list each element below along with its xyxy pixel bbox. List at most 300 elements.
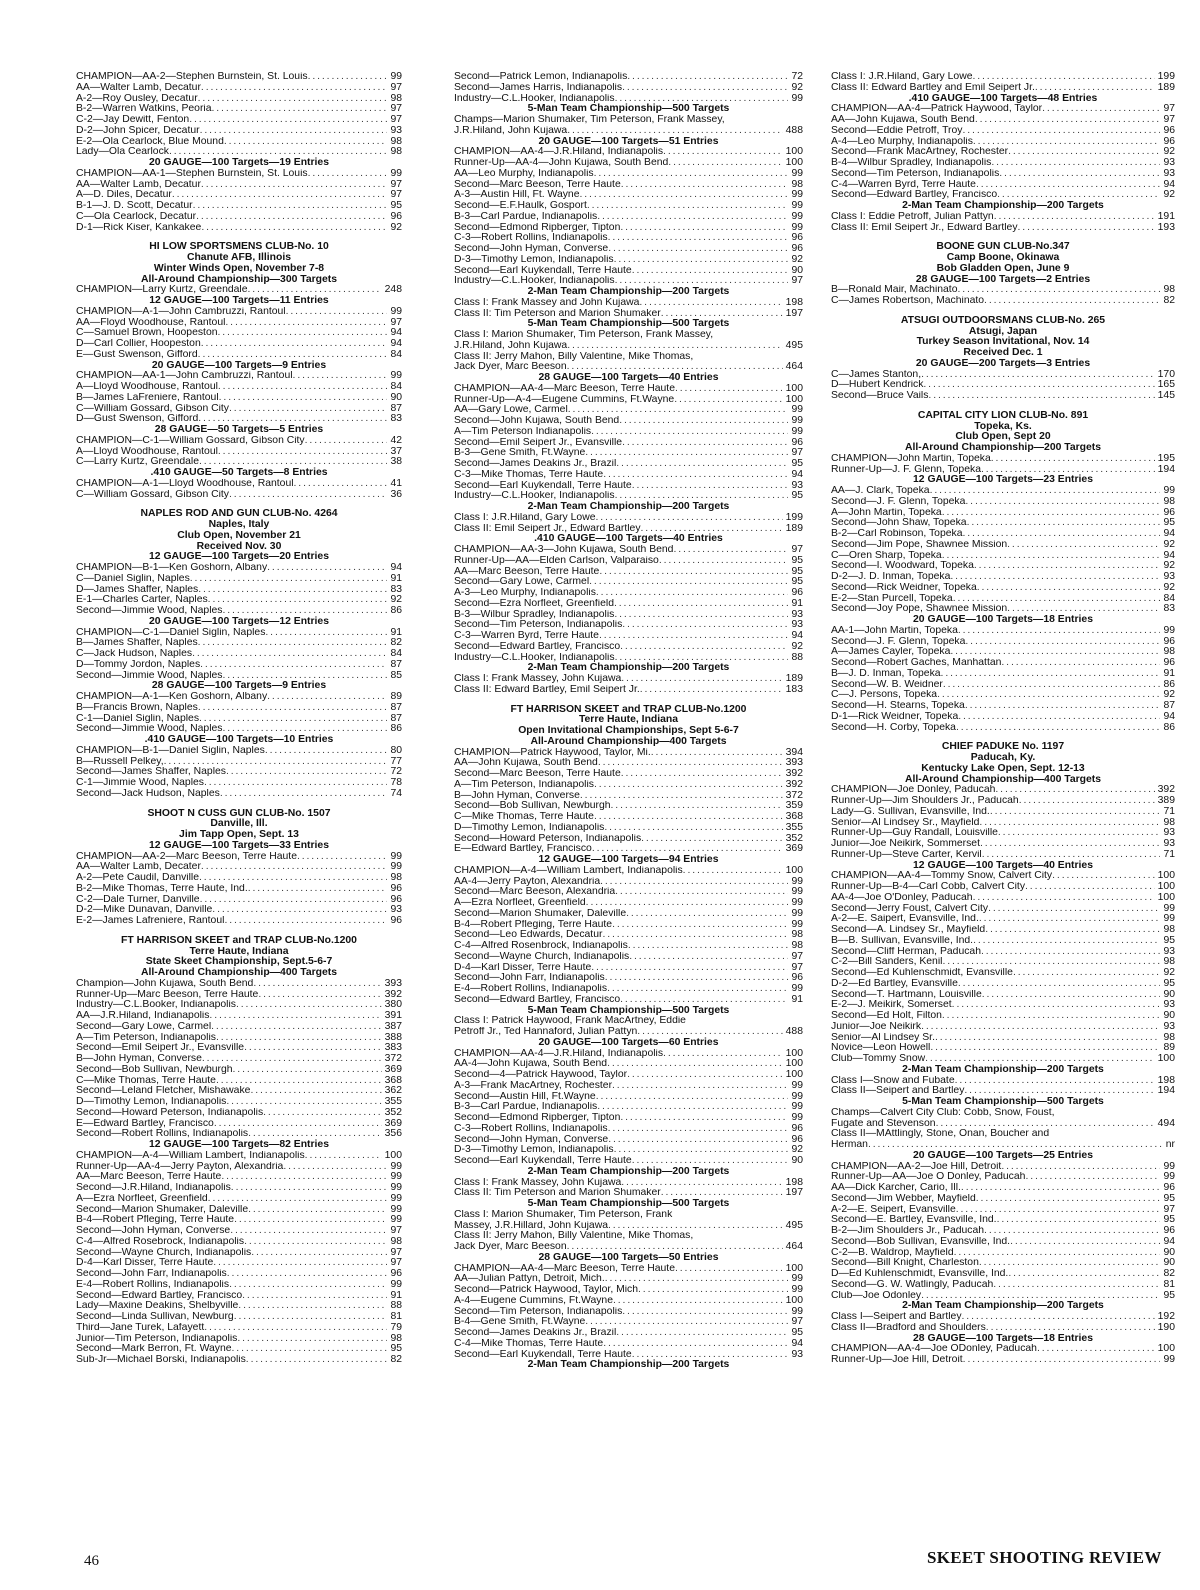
result-name: Second—Frank MacArtney, Rochester bbox=[831, 147, 1009, 158]
result-name: Second—Tim Peterson, Indianapolis bbox=[831, 168, 1000, 179]
score-value: 72 bbox=[791, 72, 803, 82]
dot-leader bbox=[216, 1076, 382, 1087]
score-value: 81 bbox=[390, 1312, 402, 1322]
score-value: 99 bbox=[390, 1215, 402, 1226]
event-heading: 20 GAUGE—100 Targets—60 Entries bbox=[538, 1036, 719, 1048]
score-value: 100 bbox=[785, 1048, 803, 1059]
result-name: D-2—Ed Bartley, Evansville bbox=[831, 978, 958, 989]
dot-leader bbox=[965, 701, 1161, 712]
result-row bbox=[76, 1054, 402, 1065]
result-row bbox=[76, 916, 402, 927]
dot-leader bbox=[263, 1108, 382, 1119]
result-row bbox=[76, 1301, 402, 1312]
score-value: 394 bbox=[785, 747, 803, 758]
club-heading: CHIEF PADUKE No. 1197 bbox=[941, 741, 1065, 753]
club-heading: ATSUGI OUTDOORSMANS CLUB-No. 265 bbox=[900, 314, 1106, 326]
result-row bbox=[454, 255, 803, 266]
result-row bbox=[831, 583, 1175, 594]
score-value: 95 bbox=[791, 577, 803, 588]
score-value: 93 bbox=[1163, 1000, 1175, 1011]
score-value: 194 bbox=[1157, 1086, 1175, 1097]
result-name: C-4—Alfred Rosebrock, Indianapolis bbox=[76, 1236, 245, 1247]
score-value: 98 bbox=[1163, 957, 1175, 968]
dot-leader bbox=[594, 812, 783, 823]
score-value: 95 bbox=[390, 201, 402, 211]
result-name: Second—W. B. Weidner bbox=[831, 679, 943, 690]
result-name: Industry—C.L.Hooker, Indianapolis bbox=[454, 652, 615, 663]
result-row bbox=[831, 1323, 1175, 1334]
dot-leader bbox=[227, 1269, 388, 1280]
result-name: E-2—James Lafreniere, Rantoul bbox=[76, 916, 225, 926]
dot-leader bbox=[265, 746, 388, 757]
result-row bbox=[454, 427, 803, 438]
result-row bbox=[76, 190, 402, 201]
result-name: C—James Robertson, Machinato bbox=[831, 296, 985, 306]
result-name: D-4—Karl Disser, Terre Haute bbox=[76, 1258, 214, 1269]
result-row bbox=[454, 1178, 803, 1189]
result-row bbox=[454, 448, 803, 459]
score-value: 99 bbox=[390, 1193, 402, 1204]
score-value: 388 bbox=[384, 1032, 402, 1043]
result-row bbox=[76, 180, 402, 191]
dot-leader bbox=[668, 158, 782, 169]
score-value: 92 bbox=[1163, 147, 1175, 158]
score-value: 90 bbox=[1163, 989, 1175, 1000]
result-name: A—Tim Peterson, Indianapolis bbox=[76, 1032, 216, 1043]
score-value: 96 bbox=[791, 1134, 803, 1145]
result-name: Sub-Jr—Michael Borski, Indianapolis bbox=[76, 1355, 246, 1365]
dot-leader bbox=[294, 479, 388, 490]
dot-leader bbox=[997, 1215, 1161, 1226]
result-row bbox=[76, 169, 402, 180]
result-name: Massey, J.R.Hillard, John Kujawa bbox=[454, 1220, 608, 1231]
result-name: J.R.Hiland, John Kujawa bbox=[454, 340, 568, 351]
result-name: Second—Jim Pope, Shawnee Mission bbox=[831, 539, 1008, 550]
result-row bbox=[76, 585, 402, 596]
result-name: B—Russell Pelkey, bbox=[76, 756, 164, 767]
dot-leader bbox=[659, 556, 789, 567]
result-name: D-2—John Spicer, Decatur bbox=[76, 125, 200, 136]
score-value: 88 bbox=[791, 652, 803, 663]
result-row bbox=[454, 158, 803, 169]
result-name: D-4—Karl Disser, Terre Haute bbox=[454, 962, 592, 973]
result-row bbox=[76, 692, 402, 703]
event-heading: 28 GAUGE—100 Targets—40 Entries bbox=[538, 372, 719, 383]
dot-leader bbox=[596, 1092, 789, 1103]
score-value: 96 bbox=[390, 211, 402, 222]
result-name: Second—Edward Bartley, Francisco bbox=[454, 994, 621, 1005]
result-name: A-2—E. Seipert, Evansville bbox=[831, 1204, 956, 1215]
score-value: 383 bbox=[384, 1043, 402, 1054]
result-name: B—Francis Brown, Naples bbox=[76, 702, 198, 713]
dot-leader bbox=[567, 341, 782, 352]
dot-leader bbox=[612, 1081, 788, 1092]
result-name: AA—John Kujawa, South Bend bbox=[831, 115, 975, 125]
result-row bbox=[831, 957, 1175, 968]
result-row bbox=[831, 990, 1175, 1001]
result-name: C—Oren Sharp, Topeka bbox=[831, 550, 942, 561]
result-row bbox=[76, 979, 402, 990]
dot-leader bbox=[1049, 1129, 1175, 1140]
result-row bbox=[831, 223, 1175, 234]
score-value: 99 bbox=[791, 1306, 803, 1317]
result-row bbox=[76, 574, 402, 585]
score-value: 97 bbox=[390, 115, 402, 125]
result-row bbox=[76, 1043, 402, 1054]
score-value: 191 bbox=[1157, 211, 1175, 222]
score-value: 189 bbox=[785, 674, 803, 684]
result-name: Runner-Up—Guy Randall, Louisville bbox=[831, 828, 998, 839]
score-value: 78 bbox=[390, 778, 402, 788]
score-value: 96 bbox=[1163, 636, 1175, 647]
dot-leader bbox=[1001, 658, 1160, 669]
dot-leader bbox=[226, 1097, 381, 1108]
dot-leader bbox=[204, 1323, 387, 1334]
dot-leader bbox=[979, 1258, 1161, 1269]
dot-leader bbox=[991, 158, 1160, 169]
result-row bbox=[831, 925, 1175, 936]
result-name: B-2—Warren Watkins, Peoria bbox=[76, 104, 212, 115]
dot-leader bbox=[267, 563, 387, 574]
result-row bbox=[76, 382, 402, 393]
result-name: AA—Walter Lamb, Decatur bbox=[76, 82, 201, 93]
result-row bbox=[76, 1097, 402, 1108]
dot-leader bbox=[686, 1016, 803, 1027]
result-name: CHAMPION—C-1—Daniel Siglin, Naples bbox=[76, 627, 266, 638]
result-name: Second—Earl Kuykendall, Terre Haute bbox=[454, 480, 632, 491]
dot-leader bbox=[253, 979, 381, 990]
score-value: 90 bbox=[1163, 1258, 1175, 1269]
dot-leader bbox=[984, 296, 1160, 307]
score-value: 95 bbox=[390, 1344, 402, 1355]
result-row bbox=[76, 350, 402, 361]
result-row bbox=[454, 610, 803, 621]
result-row bbox=[454, 1145, 803, 1156]
result-row bbox=[76, 703, 402, 714]
result-row bbox=[76, 94, 402, 105]
result-name: Second—Gary Lowe, Carmel bbox=[76, 1021, 212, 1032]
dot-leader bbox=[201, 339, 388, 350]
dot-leader bbox=[629, 952, 788, 963]
result-name: Second—Bruce Vails bbox=[831, 391, 929, 401]
club-subheading: State Skeet Championship, Sept.5-6-7 bbox=[145, 956, 333, 968]
result-row bbox=[454, 887, 803, 898]
score-value: 193 bbox=[1157, 222, 1175, 233]
dot-leader bbox=[608, 233, 789, 244]
dot-leader bbox=[608, 1124, 789, 1135]
result-name: Second—H. Corby, Topeka bbox=[831, 722, 956, 733]
score-value: 86 bbox=[390, 606, 402, 616]
dot-leader bbox=[204, 778, 387, 789]
score-value: 198 bbox=[785, 1177, 803, 1188]
result-row bbox=[454, 758, 803, 769]
result-name: CHAMPION—AA-1—Stephen Burnstein, St. Louis bbox=[76, 168, 308, 179]
result-name: Class II—Seipert and Bartley bbox=[831, 1086, 965, 1097]
score-value: 82 bbox=[1163, 296, 1175, 306]
event-heading: 28 GAUGE—100 Targets—18 Entries bbox=[913, 1332, 1093, 1344]
result-name: CHAMPION—A-1—Ken Goshorn, Albany bbox=[76, 692, 268, 702]
result-row bbox=[76, 638, 402, 649]
result-name: Second—Patrick Haywood, Taylor, Mich bbox=[454, 1285, 639, 1295]
result-row bbox=[76, 72, 402, 83]
result-row bbox=[454, 930, 803, 941]
result-name: Second—Leo Edwards, Decatur bbox=[454, 930, 603, 941]
dot-leader bbox=[1008, 147, 1160, 158]
score-value: 198 bbox=[785, 297, 803, 308]
score-value: 100 bbox=[785, 394, 803, 405]
score-value: 464 bbox=[785, 362, 803, 373]
dot-leader bbox=[198, 585, 387, 596]
dot-leader bbox=[614, 255, 789, 266]
dot-leader bbox=[597, 1102, 788, 1113]
dot-leader bbox=[953, 594, 1161, 605]
score-value: 97 bbox=[390, 1247, 402, 1258]
dot-leader bbox=[246, 1355, 388, 1366]
result-name: Class II: Emil Seipert Jr., Edward Bartley bbox=[831, 222, 1018, 233]
club-subheading: Naples, Italy bbox=[208, 519, 270, 530]
result-name: Second—Robert Rollins, Indianapolis bbox=[76, 1129, 249, 1140]
score-value: 97 bbox=[791, 448, 803, 459]
event-heading: 2-Man Team Championship—200 Targets bbox=[527, 1165, 730, 1177]
result-name: Second—John Hyman, Converse bbox=[454, 244, 609, 254]
event-heading: 28 GAUGE—100 Targets—9 Entries bbox=[151, 680, 327, 692]
score-value: 98 bbox=[390, 1236, 402, 1247]
result-name: CHAMPION—AA-3—John Kujawa, South Bend bbox=[454, 545, 674, 555]
dot-leader bbox=[580, 791, 783, 802]
dot-leader bbox=[587, 201, 789, 212]
result-name: Runner-Up—AA—Joe O Donley, Paducah bbox=[831, 1172, 1026, 1183]
result-name: Second—Rick Weidner, Topeka bbox=[831, 582, 977, 593]
score-value: 97 bbox=[791, 951, 803, 962]
score-value: 98 bbox=[390, 147, 402, 158]
dot-leader bbox=[620, 223, 788, 234]
score-value: 99 bbox=[791, 405, 803, 416]
event-heading: 12 GAUGE—100 Targets—11 Entries bbox=[149, 295, 329, 306]
result-row bbox=[831, 540, 1175, 551]
dot-leader bbox=[607, 1059, 783, 1070]
result-line bbox=[454, 330, 803, 341]
club-subheading: Terre Haute, Indiana bbox=[189, 945, 289, 957]
result-name: Second—John Hyman, Converse bbox=[76, 1226, 231, 1236]
dot-leader bbox=[622, 620, 788, 631]
result-name: D—James Shaffer, Naples bbox=[76, 584, 199, 595]
score-value: 93 bbox=[390, 905, 402, 916]
dot-leader bbox=[619, 416, 788, 427]
result-row bbox=[831, 1119, 1175, 1130]
result-name: CHAMPION—Larry Kurtz, Greendale bbox=[76, 285, 248, 296]
result-name: C—William Gossard, Gibson City bbox=[76, 403, 230, 414]
score-value: 99 bbox=[390, 168, 402, 179]
score-value: 99 bbox=[791, 168, 803, 179]
score-value: 488 bbox=[785, 125, 803, 136]
club-heading: CAPITAL CITY LION CLUB-No. 891 bbox=[917, 409, 1089, 421]
result-row bbox=[76, 1334, 402, 1345]
result-name: Second—Austin Hill, Ft.Wayne bbox=[454, 1091, 596, 1102]
dot-leader bbox=[238, 1301, 387, 1312]
dot-leader bbox=[283, 1162, 387, 1173]
score-value: 95 bbox=[1163, 935, 1175, 946]
score-value: 96 bbox=[1163, 658, 1175, 668]
result-row bbox=[831, 828, 1175, 839]
result-row bbox=[76, 1194, 402, 1205]
result-row bbox=[831, 979, 1175, 990]
score-value: 89 bbox=[390, 692, 402, 702]
result-row bbox=[831, 1215, 1175, 1226]
dot-leader bbox=[208, 1194, 388, 1205]
score-value: 92 bbox=[1163, 968, 1175, 978]
result-row bbox=[454, 642, 803, 653]
result-name: Second—Jim Webber, Mayfield bbox=[831, 1193, 976, 1204]
score-value: 97 bbox=[390, 190, 402, 201]
score-value: 99 bbox=[791, 876, 803, 887]
result-row bbox=[454, 244, 803, 255]
score-value: 495 bbox=[785, 340, 803, 351]
result-name: Fugate and Stevenson bbox=[831, 1118, 936, 1129]
score-value: 90 bbox=[1163, 1247, 1175, 1258]
result-row bbox=[454, 395, 803, 406]
score-value: 96 bbox=[390, 894, 402, 905]
event-heading: 20 GAUGE—100 Targets—25 Entries bbox=[913, 1149, 1093, 1161]
result-name: AA-4—Joe O'Donley, Paducah bbox=[831, 892, 973, 903]
event-heading: 20 GAUGE—100 Targets—9 Entries bbox=[151, 359, 327, 371]
score-value: 99 bbox=[390, 851, 402, 862]
score-value: 189 bbox=[785, 523, 803, 534]
dot-leader bbox=[585, 448, 788, 459]
dot-leader bbox=[297, 852, 387, 863]
score-value: 42 bbox=[390, 435, 402, 446]
result-name: Second—Tim Peterson, Indianapolis bbox=[454, 1306, 623, 1317]
score-value: 98 bbox=[390, 136, 402, 147]
score-value: 97 bbox=[390, 1226, 402, 1236]
score-value: 99 bbox=[390, 72, 402, 82]
result-row bbox=[454, 1092, 803, 1103]
result-row bbox=[454, 556, 803, 567]
result-row bbox=[454, 212, 803, 223]
result-row bbox=[454, 748, 803, 759]
score-value: 99 bbox=[791, 93, 803, 104]
score-value: 99 bbox=[791, 1091, 803, 1102]
result-name: Second—Emil Seipert Jr., Evansville bbox=[76, 1043, 245, 1054]
score-value: 74 bbox=[390, 788, 402, 799]
result-row bbox=[831, 914, 1175, 925]
dot-leader bbox=[189, 115, 387, 126]
result-row bbox=[831, 712, 1175, 723]
score-value: 71 bbox=[1163, 849, 1175, 860]
dot-leader bbox=[943, 680, 1161, 691]
dot-leader bbox=[988, 904, 1160, 915]
result-row bbox=[831, 180, 1175, 191]
result-name: Runner-Up—AA-4—John Kujawa, South Bend bbox=[454, 158, 669, 168]
result-name: Second—Wayne Church, Indianapolis bbox=[454, 951, 630, 962]
result-row bbox=[76, 126, 402, 137]
result-name: CHAMPION—A-4—William Lambert, Indianapolis bbox=[76, 1150, 305, 1161]
event-heading: 12 GAUGE—100 Targets—20 Entries bbox=[149, 551, 329, 563]
result-row bbox=[454, 223, 803, 234]
result-name: Second—J.R.Hiland, Indianapolis bbox=[76, 1183, 231, 1193]
result-row bbox=[831, 626, 1175, 637]
result-row bbox=[76, 862, 402, 873]
event-heading: .410 GAUGE—100 Targets—48 Entries bbox=[908, 92, 1098, 104]
result-row bbox=[454, 834, 803, 845]
result-name: Second—Earl Kuykendall, Terre Haute bbox=[454, 1156, 632, 1166]
result-name: D—Hubert Kendrick bbox=[831, 380, 924, 391]
score-value: 96 bbox=[1163, 507, 1175, 518]
score-value: 391 bbox=[384, 1011, 402, 1021]
result-row bbox=[454, 1102, 803, 1113]
result-row bbox=[831, 1269, 1175, 1280]
dot-leader bbox=[614, 1145, 789, 1156]
score-value: 94 bbox=[390, 563, 402, 573]
score-value: 98 bbox=[1163, 1032, 1175, 1043]
result-name: Second—E. Bartley, Evansville, Ind. bbox=[831, 1215, 997, 1226]
dot-leader bbox=[930, 1043, 1160, 1054]
result-name: Class II: Jerry Mahon, Billy Valentine, Mike Thomas, bbox=[454, 1231, 694, 1242]
score-value: 97 bbox=[390, 82, 402, 93]
column-2 bbox=[454, 72, 803, 1371]
dot-leader bbox=[244, 1237, 387, 1248]
event-heading: .410 GAUGE—100 Targets—10 Entries bbox=[144, 734, 334, 745]
score-value: 99 bbox=[791, 1102, 803, 1113]
score-value: 372 bbox=[384, 1054, 402, 1064]
dot-leader bbox=[607, 984, 788, 995]
score-value: 99 bbox=[791, 908, 803, 919]
result-row bbox=[831, 1280, 1175, 1291]
result-name: Novice—Leon Howell bbox=[831, 1043, 931, 1054]
result-name: D-2—J. D. Inman, Topeka bbox=[831, 572, 951, 582]
result-name: AA—Floyd Woodhouse, Rantoul bbox=[76, 317, 226, 328]
dot-leader bbox=[923, 380, 1154, 391]
score-value: 99 bbox=[791, 1080, 803, 1091]
score-value: 97 bbox=[1163, 104, 1175, 115]
result-name: Second—James Harris, Indianapolis bbox=[454, 82, 623, 93]
result-name: C-3—Robert Rollins, Indianapolis bbox=[454, 233, 608, 244]
result-name: AA—J. Clark, Topeka bbox=[831, 486, 930, 496]
dot-leader bbox=[957, 285, 1160, 296]
result-name: D-1—Rick Weidner, Topeka bbox=[831, 711, 959, 722]
result-name: B-4—Gene Smith, Ft.Wayne bbox=[454, 1317, 586, 1328]
dot-leader bbox=[237, 1334, 387, 1345]
dot-leader bbox=[693, 1231, 803, 1242]
result-row bbox=[76, 1162, 402, 1173]
score-value: 82 bbox=[390, 638, 402, 649]
dot-leader bbox=[190, 574, 388, 585]
score-value: 99 bbox=[791, 222, 803, 233]
dot-leader bbox=[286, 307, 388, 318]
club-heading: FT HARRISON SKEET and TRAP CLUB-No.1200 bbox=[121, 934, 357, 946]
result-row bbox=[76, 371, 402, 382]
result-row bbox=[76, 318, 402, 329]
result-name: Runner-Up—B-4—Carl Cobb, Calvert City bbox=[831, 882, 1026, 892]
dot-leader bbox=[293, 371, 388, 382]
dot-leader bbox=[604, 823, 782, 834]
score-value: 90 bbox=[1163, 1011, 1175, 1021]
result-row bbox=[454, 620, 803, 631]
result-row bbox=[76, 895, 402, 906]
score-value: 92 bbox=[791, 254, 803, 265]
score-value: 91 bbox=[1163, 668, 1175, 679]
result-name: Second—Emil Seipert Jr., Evansville bbox=[454, 437, 623, 448]
club-subheading: All-Around Championship—300 Targets bbox=[140, 273, 338, 285]
result-row bbox=[76, 1151, 402, 1162]
result-name: A-3—Leo Murphy, Indianapolis bbox=[454, 588, 596, 598]
result-name: CHAMPION—B-1—Ken Goshorn, Albany bbox=[76, 563, 268, 573]
result-name: A—D. Diles, Decatur bbox=[76, 190, 172, 201]
score-value: 93 bbox=[1163, 168, 1175, 179]
dot-leader bbox=[229, 490, 387, 501]
score-value: 380 bbox=[384, 1000, 402, 1011]
dot-leader bbox=[220, 789, 388, 800]
result-name: A-2—E. Saipert, Evansville, Ind. bbox=[831, 914, 979, 925]
